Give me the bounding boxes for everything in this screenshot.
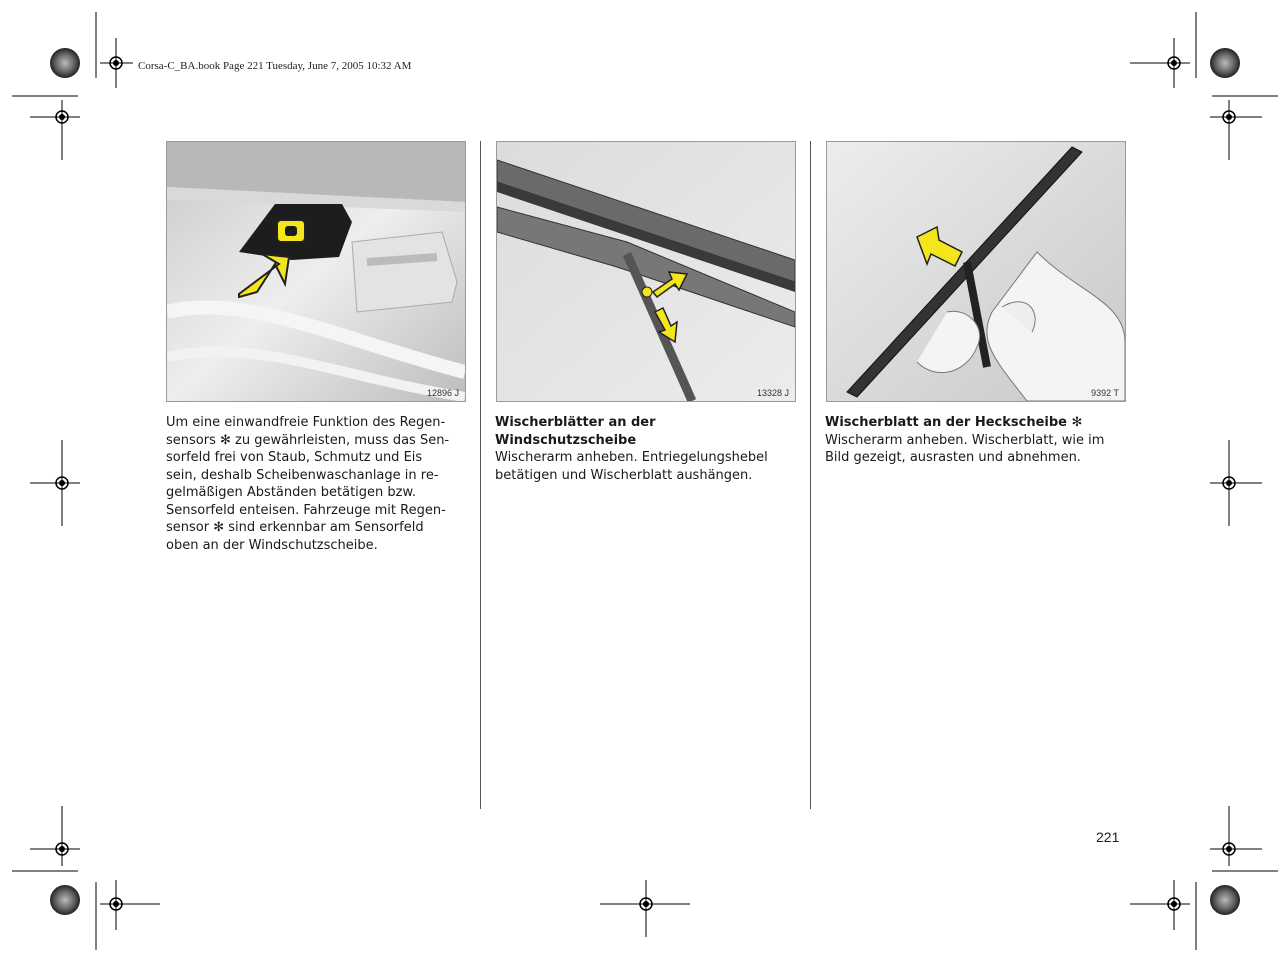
rear-wiper-illustration xyxy=(827,142,1125,401)
rain-sensor-illustration xyxy=(167,142,465,401)
column-rear-wiper xyxy=(825,414,1125,467)
paragraph: Wischerarm anheben. Wischerblatt, wie im Bild gezeigt, ausrasten und abnehmen. xyxy=(825,432,1105,465)
column-windscreen-wiper xyxy=(495,414,795,484)
figure-rear-wiper xyxy=(826,141,1126,402)
print-slug: Corsa-C_BA.book Page 221 Tuesday, June 7, 2005 10:32 AM xyxy=(138,60,412,72)
column-rule xyxy=(480,141,481,809)
section-heading: Wischerblatt an der Heckscheibe ✻ xyxy=(825,415,1083,430)
figure-rain-sensor xyxy=(166,141,466,402)
figure-windscreen-wiper xyxy=(496,141,796,402)
section-heading: Wischerblätter an der Windschutzscheibe xyxy=(495,415,656,448)
figure-id: 9392 T xyxy=(1091,388,1119,398)
figure-id: 13328 J xyxy=(756,388,789,398)
paragraph: Um eine einwandfreie Funktion des Regen- sensors ✻ zu gewährleisten, muss das Sen- sorfeld frei von Staub, Schmutz und Eis sein, deshalb Scheibenwaschanlage in re- gelmäßigen Abständen betätigen bzw. Sensorfeld enteisen. Fahrzeuge mit Regen- sensor ✻ sind erkennbar am Sensorfeld oben an der Windschutzscheibe. xyxy=(166,415,450,553)
page-number: 221 xyxy=(1096,829,1120,845)
column-rule xyxy=(810,141,811,809)
paragraph: Wischerarm anheben. Entriegelungshebel betätigen und Wischerblatt aushängen. xyxy=(495,450,768,483)
windscreen-wiper-illustration xyxy=(497,142,795,401)
figure-id: 12896 J xyxy=(426,388,459,398)
column-rain-sensor xyxy=(166,414,466,554)
